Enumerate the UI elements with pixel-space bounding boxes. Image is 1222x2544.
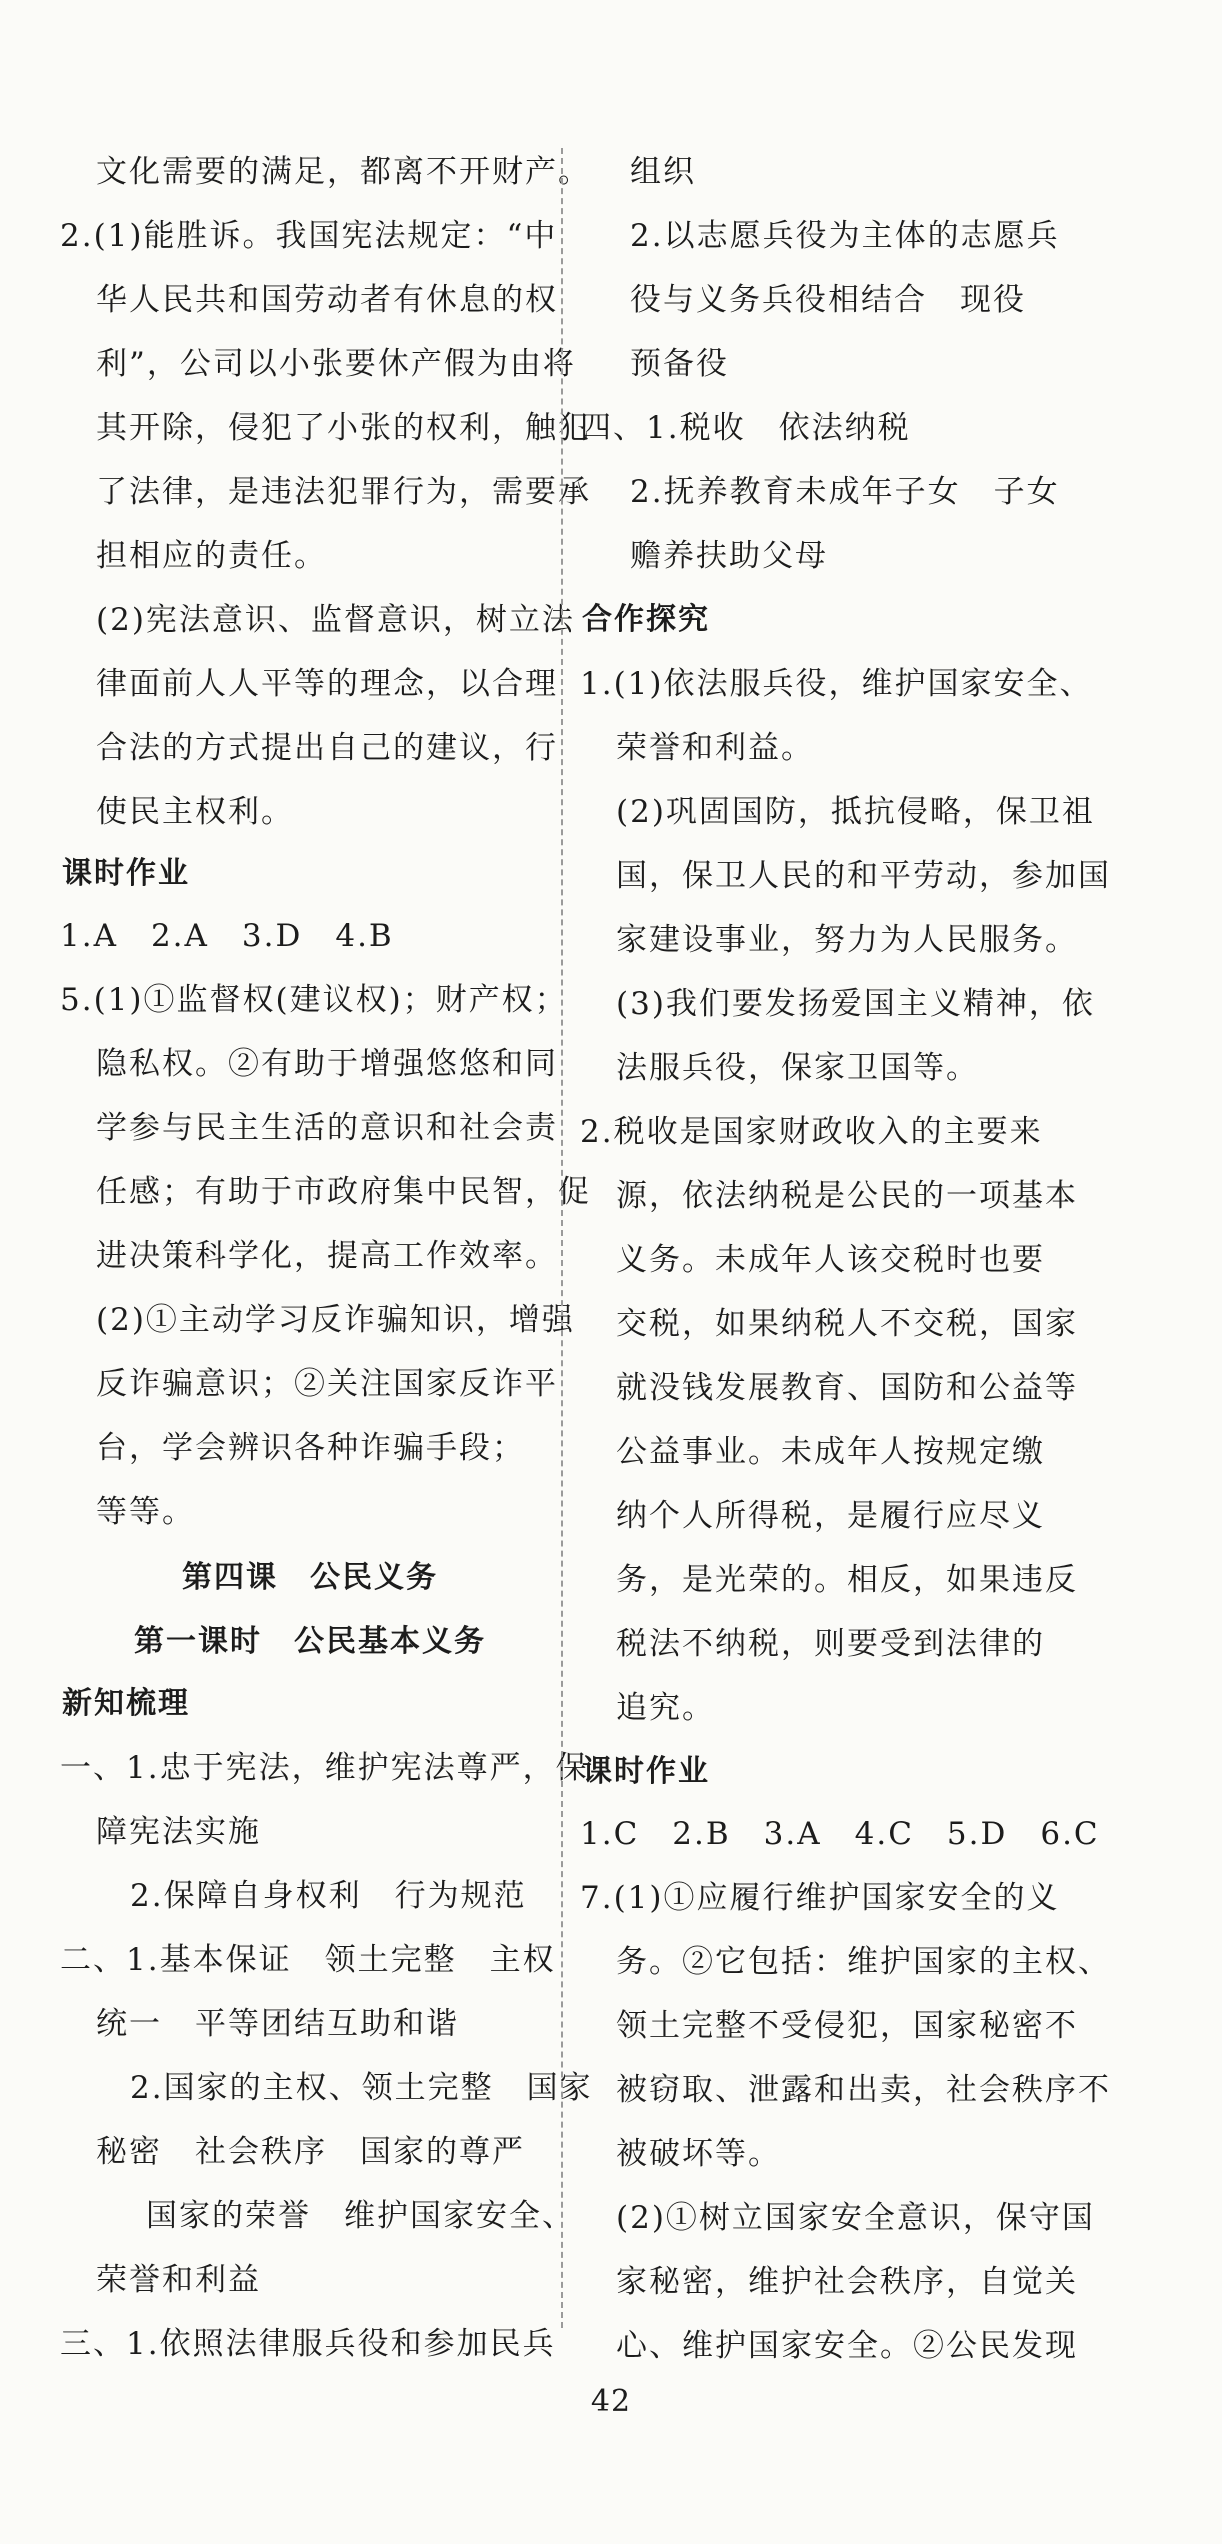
text-line: 务，是光荣的。相反，如果违反 — [616, 1562, 1078, 1598]
column-divider — [561, 148, 563, 2328]
text-line: 务。②它包括：维护国家的主权、 — [616, 1944, 1111, 1980]
text-line: 合法的方式提出自己的建议，行 — [96, 730, 558, 766]
section-heading: 合作探究 — [582, 602, 710, 637]
text-line: 华人民共和国劳动者有休息的权 — [96, 282, 558, 318]
text-line: 法服兵役，保家卫国等。 — [616, 1050, 979, 1086]
section-heading: 新知梳理 — [62, 1686, 190, 1721]
text-line: 台，学会辨识各种诈骗手段； — [96, 1430, 525, 1466]
text-line: 义务。未成年人该交税时也要 — [616, 1242, 1045, 1278]
text-line: 四、1.税收 依法纳税 — [580, 410, 911, 446]
lesson-subtitle: 第一课时 公民基本义务 — [134, 1624, 486, 1659]
text-line: 家秘密，维护社会秩序，自觉关 — [616, 2264, 1078, 2300]
text-line: 追究。 — [616, 1690, 715, 1726]
text-line: 组织 — [630, 154, 696, 190]
text-line: 7.(1)①应履行维护国家安全的义 — [580, 1880, 1060, 1916]
text-line: 学参与民主生活的意识和社会责 — [96, 1110, 558, 1146]
text-line: 障宪法实施 — [96, 1814, 261, 1850]
answer-line: 1.C 2.B 3.A 4.C 5.D 6.C — [580, 1816, 1100, 1852]
text-line: 1.(1)依法服兵役，维护国家安全、 — [580, 666, 1093, 702]
text-line: 2.国家的主权、领土完整 国家 — [130, 2070, 593, 2106]
text-line: (2)巩固国防，抵抗侵略，保卫祖 — [616, 794, 1095, 830]
text-line: 2.抚养教育未成年子女 子女 — [630, 474, 1060, 510]
text-line: 使民主权利。 — [96, 794, 294, 830]
text-line: 进决策科学化，提高工作效率。 — [96, 1238, 558, 1274]
text-line: 2.(1)能胜诉。我国宪法规定：“中 — [60, 218, 558, 254]
text-line: 一、1.忠于宪法，维护宪法尊严，保 — [60, 1750, 589, 1786]
answer-line: 1.A 2.A 3.D 4.B — [60, 918, 394, 954]
text-line: 2.税收是国家财政收入的主要来 — [580, 1114, 1043, 1150]
text-line: (2)宪法意识、监督意识，树立法 — [96, 602, 575, 638]
text-line: 利”，公司以小张要休产假为由将 — [96, 346, 576, 382]
text-line: (2)①树立国家安全意识，保守国 — [616, 2200, 1095, 2236]
text-line: 秘密 社会秩序 国家的尊严 — [96, 2134, 525, 2170]
text-line: 被破坏等。 — [616, 2136, 781, 2172]
text-line: 国家的荣誉 维护国家安全、 — [146, 2198, 575, 2234]
text-line: (3)我们要发扬爱国主义精神，依 — [616, 986, 1095, 1022]
text-line: 赡养扶助父母 — [630, 538, 828, 574]
text-line: 家建设事业，努力为人民服务。 — [616, 922, 1078, 958]
text-line: 交税，如果纳税人不交税，国家 — [616, 1306, 1078, 1342]
text-line: 5.(1)①监督权(建议权)；财产权； — [60, 982, 568, 1018]
text-line: 三、1.依照法律服兵役和参加民兵 — [60, 2326, 556, 2362]
text-line: 2.以志愿兵役为主体的志愿兵 — [630, 218, 1060, 254]
text-line: 公益事业。未成年人按规定缴 — [616, 1434, 1045, 1470]
text-line: 预备役 — [630, 346, 729, 382]
text-line: 领土完整不受侵犯，国家秘密不 — [616, 2008, 1078, 2044]
text-line: 被窃取、泄露和出卖，社会秩序不 — [616, 2072, 1111, 2108]
text-line: 隐私权。②有助于增强悠悠和同 — [96, 1046, 558, 1082]
lesson-title: 第四课 公民义务 — [182, 1560, 438, 1595]
page-number: 42 — [590, 2384, 632, 2419]
text-line: 纳个人所得税，是履行应尽义 — [616, 1498, 1045, 1534]
section-heading: 课时作业 — [582, 1754, 710, 1789]
text-line: 国，保卫人民的和平劳动，参加国 — [616, 858, 1111, 894]
text-line: 税法不纳税，则要受到法律的 — [616, 1626, 1045, 1662]
section-heading: 课时作业 — [62, 856, 190, 891]
text-line: 其开除，侵犯了小张的权利，触犯 — [96, 410, 591, 446]
text-line: 文化需要的满足，都离不开财产。 — [96, 154, 591, 190]
text-line: 源，依法纳税是公民的一项基本 — [616, 1178, 1078, 1214]
text-line: 荣誉和利益。 — [616, 730, 814, 766]
text-line: 担相应的责任。 — [96, 538, 327, 574]
text-line: 2.保障自身权利 行为规范 — [130, 1878, 527, 1914]
text-line: 律面前人人平等的理念，以合理 — [96, 666, 558, 702]
text-line: 心、维护国家安全。②公民发现 — [616, 2328, 1078, 2364]
text-line: 统一 平等团结互助和谐 — [96, 2006, 459, 2042]
text-line: 任感；有助于市政府集中民智，促 — [96, 1174, 591, 1210]
text-line: 等等。 — [96, 1494, 195, 1530]
text-line: 二、1.基本保证 领土完整 主权 — [60, 1942, 556, 1978]
text-line: 役与义务兵役相结合 现役 — [630, 282, 1026, 318]
text-line: (2)①主动学习反诈骗知识，增强 — [96, 1302, 575, 1338]
text-line: 荣誉和利益 — [96, 2262, 261, 2298]
text-line: 反诈骗意识；②关注国家反诈平 — [96, 1366, 558, 1402]
text-line: 了法律，是违法犯罪行为，需要承 — [96, 474, 591, 510]
text-line: 就没钱发展教育、国防和公益等 — [616, 1370, 1078, 1406]
